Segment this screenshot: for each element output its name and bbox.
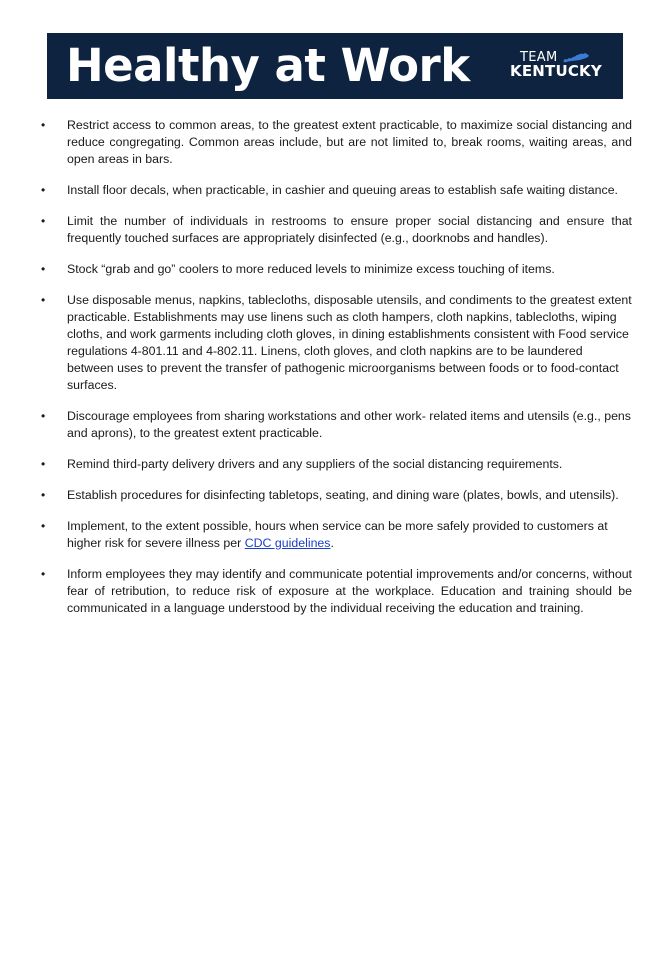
list-item — [40, 487, 632, 504]
list-item-text: Limit the number of individuals in restrooms to ensure proper social distancing and ensure that frequently touched surfaces are appropriately disinfected (e.g., doorknobs and handles). — [67, 214, 632, 245]
list-item-text: Implement, to the extent possible, hours when service can be more safely provided to customers at higher risk for severe illness per — [67, 519, 608, 550]
list-item — [40, 566, 632, 617]
bullet-icon: • — [41, 262, 46, 276]
list-item-text: Establish procedures for disinfecting tabletops, seating, and dining ware (plates, bowls, and utensils). — [67, 488, 619, 502]
list-item — [40, 213, 632, 247]
page-title: Healthy at Work — [66, 39, 470, 92]
bullet-icon: • — [41, 457, 46, 471]
logo-team-text: TEAM — [520, 50, 558, 65]
list-item-text: Discourage employees from sharing workstations and other work- related items and utensils (e.g., pens and aprons), to the greatest extent practicable. — [67, 409, 631, 440]
list-item-text-end: . — [330, 536, 334, 550]
list-item — [40, 292, 632, 394]
list-item — [40, 182, 632, 199]
team-kentucky-logo — [510, 51, 606, 83]
list-item — [40, 117, 632, 168]
list-item-text: Restrict access to common areas, to the greatest extent practicable, to maximize social distancing and reduce congregating. Common areas include, but are not limited to, break rooms, waiting areas, and open areas in bars. — [67, 118, 632, 166]
bullet-icon: • — [41, 293, 46, 307]
list-item — [40, 456, 632, 473]
bullet-icon: • — [41, 214, 46, 228]
bullet-icon: • — [41, 183, 46, 197]
header-banner — [47, 33, 623, 99]
logo-kentucky-text: KENTUCKY — [510, 62, 602, 80]
list-item-text: Stock “grab and go” coolers to more reduced levels to minimize excess touching of items. — [67, 262, 555, 276]
list-item-text: Install floor decals, when practicable, in cashier and queuing areas to establish safe waiting distance. — [67, 183, 618, 197]
guideline-list — [40, 117, 632, 631]
list-item-text: Inform employees they may identify and communicate potential improvements and/or concerns, without fear of retribution, to reduce risk of exposure at the workplace. Education and training should be communicated in a language understood by the individual receiving the education and training. — [67, 567, 632, 615]
list-item — [40, 261, 632, 278]
bullet-icon: • — [41, 567, 46, 581]
bullet-icon: • — [41, 118, 46, 132]
list-item-text: Remind third-party delivery drivers and any suppliers of the social distancing requirements. — [67, 457, 563, 471]
bullet-icon: • — [41, 409, 46, 423]
list-item — [40, 408, 632, 442]
bullet-icon: • — [41, 519, 46, 533]
list-item-text: Use disposable menus, napkins, tablecloths, disposable utensils, and condiments to the greatest extent practicable. Establishments may use linens such as cloth hampers, cloth napkins, tablecloths, wiping cloths, and work garments including cloth gloves, in dining establishments consistent with Food service regulations 4-801.11 and 4-802.11. Linens, cloth gloves, and cloth napkins are to be laundered between uses to prevent the transfer of pathogenic microorganisms between foods or to food-contact surfaces. — [67, 293, 632, 392]
list-item — [40, 518, 632, 552]
cdc-guidelines-link[interactable]: CDC guidelines — [244, 536, 331, 550]
bullet-icon: • — [41, 488, 46, 502]
